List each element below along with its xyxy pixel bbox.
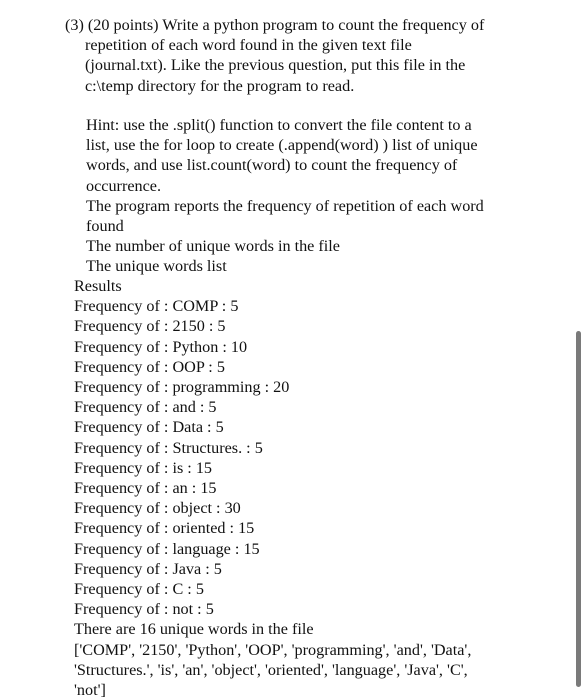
frequency-line: Frequency of : is : 15 [74, 458, 213, 477]
frequency-line: Frequency of : object : 30 [74, 499, 241, 518]
results-heading: Results [74, 277, 122, 295]
frequency-line: Frequency of : programming : 20 [74, 378, 290, 397]
frequency-line: Frequency of : OOP : 5 [74, 357, 225, 376]
question-prompt [65, 15, 535, 96]
frequency-line: Frequency of : 2150 : 5 [74, 317, 226, 336]
report-line: found [86, 217, 124, 236]
frequency-line: Frequency of : Python : 10 [74, 337, 248, 356]
frequency-line: Frequency of : not : 5 [74, 600, 214, 619]
frequency-line: Frequency of : and : 5 [74, 398, 217, 417]
hint-line: words, and use list.count(word) to count the frequency of [86, 156, 458, 175]
hint-line: occurrence. [86, 176, 162, 195]
frequency-line: Frequency of : COMP : 5 [74, 297, 239, 316]
hint-line: Hint: use the .split() function to convert the file content to a [86, 116, 472, 134]
question-line: (journal.txt). Like the previous question, put this file in the [85, 56, 466, 75]
hint-section [86, 115, 526, 277]
frequency-line: Frequency of : Java : 5 [74, 559, 222, 578]
question-line: repetition of each word found in the given text file [85, 36, 412, 55]
report-line: The program reports the frequency of repetition of each word [86, 196, 484, 215]
frequency-line: Frequency of : Data : 5 [74, 418, 224, 437]
unique-count-line: There are 16 unique words in the file [74, 620, 314, 639]
report-line: The unique words list [86, 257, 227, 276]
results-section [74, 276, 534, 700]
unique-words-line: 'Structures.', 'is', 'an', 'object', 'oriented', 'language', 'Java', 'C', [74, 660, 468, 679]
unique-words-line: ['COMP', '2150', 'Python', 'OOP', 'programming', 'and', 'Data', [74, 640, 472, 659]
hint-line: list, use the for loop to create (.append(word) ) list of unique [86, 136, 478, 155]
frequency-line: Frequency of : oriented : 15 [74, 519, 255, 538]
report-line: The number of unique words in the file [86, 237, 340, 256]
frequency-line: Frequency of : an : 15 [74, 479, 217, 498]
question-line: (3) (20 points) Write a python program to count the frequency of [65, 16, 485, 34]
frequency-line: Frequency of : Structures. : 5 [74, 438, 263, 457]
unique-words-line: 'not'] [74, 681, 106, 700]
frequency-line: Frequency of : language : 15 [74, 539, 260, 558]
vertical-scrollbar[interactable] [576, 331, 581, 687]
question-line: c:\temp directory for the program to read. [85, 76, 355, 95]
frequency-line: Frequency of : C : 5 [74, 580, 204, 599]
